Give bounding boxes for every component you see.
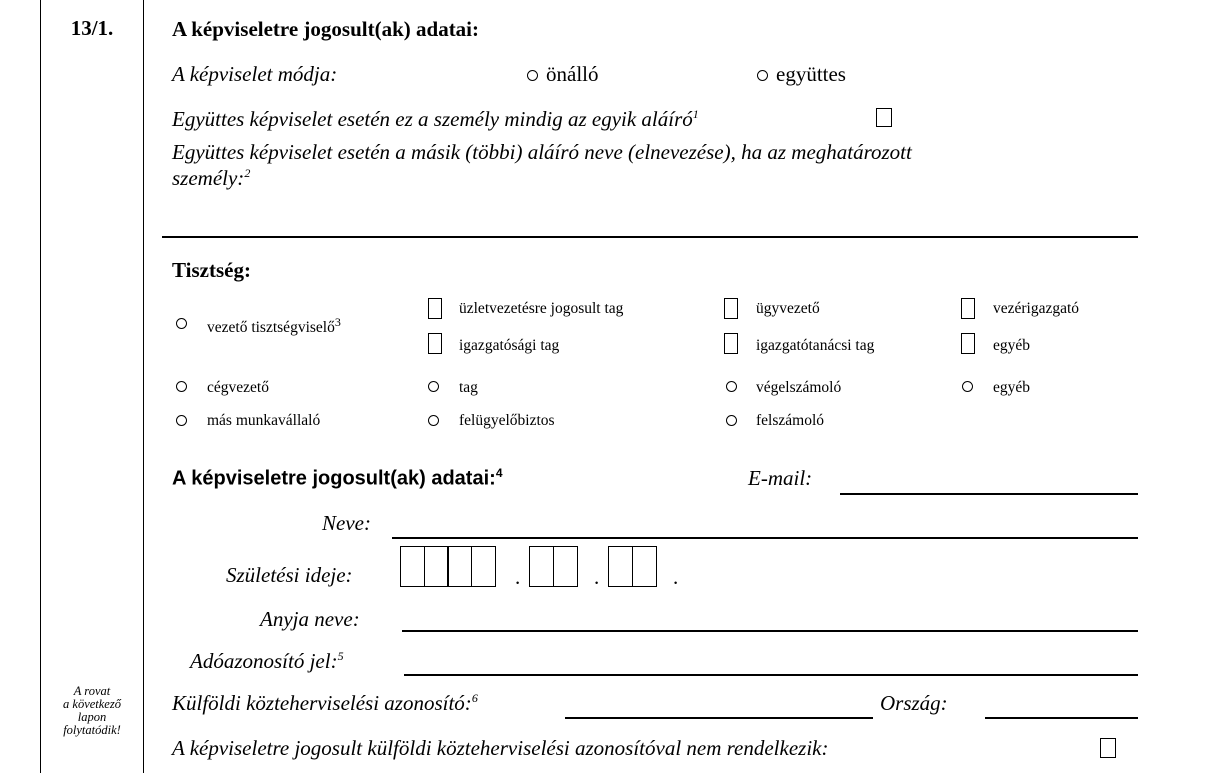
receiver-label: felszámoló — [756, 412, 825, 429]
radio-other[interactable] — [962, 381, 973, 392]
digit-box[interactable] — [632, 546, 657, 587]
other-check-label: egyéb — [993, 337, 1031, 354]
board-member-label: igazgatósági tag — [459, 337, 560, 354]
section-number-column — [40, 0, 144, 773]
birth-month-boxes[interactable] — [529, 546, 578, 587]
option-independent-label: önálló — [546, 62, 599, 86]
supervisor-label: felügyelőbiztos — [459, 412, 555, 429]
representation-mode-label: A képviselet módja: — [172, 62, 338, 86]
person-data-title: A képviseletre jogosult(ak) adatai:$^4$ — [172, 466, 503, 490]
radio-supervisor[interactable] — [428, 415, 439, 426]
name-label: Neve: — [322, 511, 371, 535]
radio-independent[interactable] — [527, 70, 538, 81]
email-field[interactable] — [840, 493, 1138, 495]
board-director-label: igazgatótanácsi tag — [756, 337, 875, 354]
digit-box[interactable] — [400, 546, 425, 587]
date-separator: . — [515, 565, 521, 589]
tax-id-field[interactable] — [404, 674, 1138, 676]
checkbox-board-director[interactable] — [724, 333, 738, 354]
radio-company-manager[interactable] — [176, 381, 187, 392]
mother-name-field[interactable] — [402, 630, 1138, 632]
mother-name-label: Anyja neve: — [260, 607, 360, 631]
radio-joint[interactable] — [757, 70, 768, 81]
radio-executive-officer[interactable] — [176, 318, 187, 329]
other-employee-label: más munkavállaló — [207, 412, 321, 429]
section-number: 13/1. — [70, 16, 114, 40]
email-label: E-mail: — [748, 466, 813, 490]
option-joint-label: együttes — [776, 62, 846, 86]
radio-member[interactable] — [428, 381, 439, 392]
checkbox-ceo[interactable] — [961, 298, 975, 319]
other-radio-label: egyéb — [993, 379, 1031, 396]
other-signer-label-line2: személy:$^2$ — [172, 166, 251, 190]
divider — [162, 236, 1138, 238]
tax-id-label: Adóazonosító jel:$^5$ — [190, 649, 344, 673]
other-signer-label-line1: Együttes képviselet esetén a másik (többi) aláíró neve (elnevezése), ha az meghatározott — [172, 140, 912, 164]
member-label: tag — [459, 379, 478, 396]
no-foreign-tax-id-label: A képviseletre jogosult külföldi közteherviselési azonosítóval nem rendelkezik: — [172, 736, 829, 760]
birth-year-boxes[interactable] — [400, 546, 496, 587]
digit-box[interactable] — [424, 546, 449, 587]
radio-liquidator[interactable] — [726, 381, 737, 392]
company-manager-label: cégvezető — [207, 379, 269, 396]
date-separator: . — [594, 565, 600, 589]
business-member-label: üzletvezetésre jogosult tag — [459, 300, 624, 317]
liquidator-label: végelszámoló — [756, 379, 842, 396]
digit-box[interactable] — [447, 546, 472, 587]
foreign-tax-id-label: Külföldi közteherviselési azonosító:$^6$ — [172, 691, 478, 715]
radio-other-employee[interactable] — [176, 415, 187, 426]
checkbox-board-member[interactable] — [428, 333, 442, 354]
ceo-label: vezérigazgató — [993, 300, 1080, 317]
joint-always-signer-label: Együttes képviselet esetén ez a személy mindig az egyik aláíró$^1$ — [172, 107, 699, 131]
name-field[interactable] — [392, 537, 1138, 539]
managing-director-label: ügyvezető — [756, 300, 820, 317]
position-title: Tisztség: — [172, 258, 251, 282]
checkbox-managing-director[interactable] — [724, 298, 738, 319]
section-title: A képviseletre jogosult(ak) adatai: — [172, 17, 480, 41]
digit-box[interactable] — [529, 546, 554, 587]
foreign-tax-id-field[interactable] — [565, 717, 873, 719]
date-separator: . — [673, 565, 679, 589]
birth-day-boxes[interactable] — [608, 546, 657, 587]
digit-box[interactable] — [608, 546, 633, 587]
birth-date-label: Születési ideje: — [226, 563, 353, 587]
joint-always-signer-checkbox[interactable] — [876, 108, 892, 127]
executive-officer-label: vezető tisztségviselő$^3$ — [207, 315, 341, 337]
country-label: Ország: — [880, 691, 948, 715]
checkbox-business-member[interactable] — [428, 298, 442, 319]
digit-box[interactable] — [553, 546, 578, 587]
radio-receiver[interactable] — [726, 415, 737, 426]
no-foreign-tax-id-checkbox[interactable] — [1100, 738, 1116, 758]
checkbox-other[interactable] — [961, 333, 975, 354]
digit-box[interactable] — [471, 546, 496, 587]
country-field[interactable] — [985, 717, 1138, 719]
continuation-note: A rovat a következő lapon folytatódik! — [63, 684, 121, 737]
